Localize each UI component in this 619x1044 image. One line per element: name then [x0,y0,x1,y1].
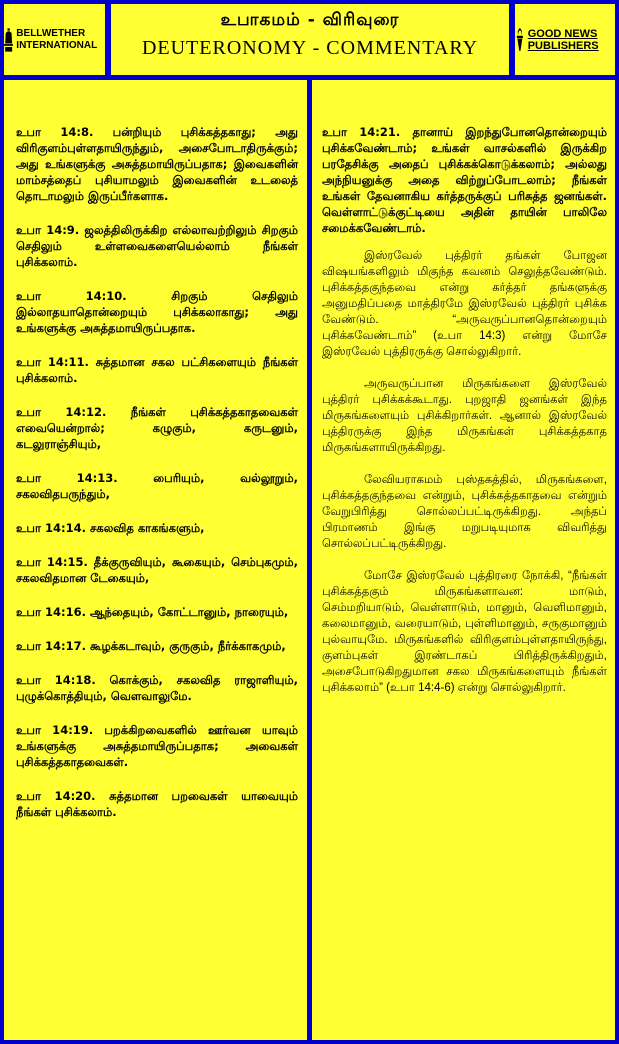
verse-paragraph: உபா 14:15. தீக்குருவியும், கூகையும், செம்புகமும், சகலவிதமான டேகையும், [16,555,298,585]
good-news-logo [515,4,615,75]
page-header [111,4,509,75]
verse-list [16,124,298,838]
page-title-english: DEUTERONOMY - COMMENTARY [141,37,479,59]
verse-paragraph: உபா 14:16. ஆந்தையும், கோட்டானும், நாரையும், [16,605,289,619]
bellwether-logo [4,4,105,75]
commentary-paragraph: மோசே இஸ்ரவேல் புத்திரரை நோக்கி, “நீங்கள் புசிக்கத்தகும் மிருகங்களாவன: மாடும், செம்மறியாடும், வெள்ளாடும், மானும், வெளிமானும், கலைமானும், வரையாடும், புள்ளிமானும், சருகுமானும் புல்வாயுமே. மிருகங்களில் விரிகுளம்புள்ளதாயிருந்து, குளம்புகள் இரண்டாகப் பிரித்திருக்கிறதும், அசைபோடுகிறதுமான சகல மிருகங்களையும் நீங்கள் புசிக்கலாம்” (உபா 14:4-6) என்று சொல்லுகிறார். [322,570,607,694]
bell-icon [4,20,13,60]
verse-paragraph: உபா 14:17. கூழக்கடாவும், குருகும், நீர்க்காகமும், [16,639,286,653]
commentary-paragraphs [322,248,607,696]
verse-list [322,124,607,236]
good-news-logo-text: GOOD NEWS PUBLISHERS [527,27,599,52]
verse-paragraph: உபா 14:8. பன்றியும் புசிக்கத்தகாது; அது விரிகுளம்புள்ளதாயிருந்தும், அசைபோடாதிருக்கும்; அது உங்களுக்கு அசுத்தமாயிருப்பதாக; இவைகளின் மாம்சத்தைப் புசியாமலும் இவைகளின் உடலைத் தொடாமலும் இருப்பீர்களாக. [16,125,298,203]
verse-paragraph: உபா 14:20. சுத்தமான பறவைகள் யாவையும் நீங்கள் புசிக்கலாம். [16,789,298,819]
verse-paragraph: உபா 14:13. பைரியும், வல்லூறும், சகலவிதபருந்தும், [16,471,298,501]
torch-icon [515,20,525,60]
commentary-paragraph: லேவியராகமம் புஸ்தகத்தில், மிருகங்களை, புசிக்கத்தகுந்தவை என்றும், புசிக்கத்தகாதவை என்றும் வேறுபிரித்து சொல்லப்பட்டிருக்கிறது. அந்தப் பிரமாணம் இங்கு மறுபடியுமாக விவரித்து சொல்லப்பட்டிருக்கிறது. [322,474,607,550]
verse-paragraph: உபா 14:18. கொக்கும், சகலவித ராஜாளியும், புழுக்கொத்தியும், வௌவாலுமே. [16,673,298,703]
right-column [312,80,615,1040]
commentary-paragraph: அருவருப்பான மிருகங்களை இஸ்ரவேல் புத்திரர் புசிக்கக்கூடாது. புறஜாதி ஜனங்கள் இந்த மிருகங்களையும் புசிக்கிறார்கள். ஆனால் இஸ்ரவேல் புத்திரருக்கு இந்த மிருகங்கள் புசிக்கத்தகாத மிருகங்களாயிருக்கிறது. [322,378,607,454]
left-column [4,80,307,1040]
bellwether-logo-text: BELLWETHER INTERNATIONAL [16,27,98,51]
page-title-tamil: உபாகமம் - விரிவுரை [220,10,400,30]
commentary-paragraph: இஸ்ரவேல் புத்திரர் தங்கள் போஜன விஷயங்களிலும் மிகுந்த கவனம் செலுத்தவேண்டும். புசிக்கத்தகுந்தவை என்று கர்த்தர் தங்களுக்கு அனுமதிப்பதை மாத்திரமே இஸ்ரவேல் புத்திரர் புசிக்க வேண்டும். “அருவருப்பானதொன்றையும் புசிக்கவேண்டாம்” (உபா 14:3) என்று மோசே இஸ்ரவேல் புத்திரருக்கு சொல்லுகிறார். [322,250,607,358]
verse-paragraph: உபா 14:11. சுத்தமான சகல பட்சிகளையும் நீங்கள் புசிக்கலாம். [16,355,298,385]
commentary-content [322,124,607,712]
verse-paragraph: உபா 14:21. தானாய் இறந்துபோனதொன்றையும் புசிக்கவேண்டாம்; உங்கள் வாசல்களில் இருக்கிற பரதேசிக்கு அதைப் புசிக்கக்கொடுக்கலாம்; அல்லது அந்நியனுக்கு அதை விற்றுப்போடலாம்; நீங்கள் உங்கள் தேவனாகிய கர்த்தருக்குப் பரிசுத்த ஜனங்கள். வெள்ளாட்டுக்குட்டியை அதின் தாயின் பாலிலே சமைக்கவேண்டாம். [322,125,607,235]
verse-paragraph: உபா 14:10. சிறகும் செதிலும் இல்லாதயாதொன்றையும் புசிக்கலாகாது; அது உங்களுக்கு அசுத்தமாயிருப்பதாக. [16,289,298,335]
verse-paragraph: உபா 14:19. பறக்கிறவைகளில் ஊர்வன யாவும் உங்களுக்கு அசுத்தமாயிருப்பதாக; அவைகள் புசிக்கத்தகாதவைகள். [16,723,298,769]
verse-paragraph: உபா 14:12. நீங்கள் புசிக்கத்தகாதவைகள் எவையென்றால்; கழுகும், கருடனும், கடலுராஞ்சியும், [16,405,298,451]
verse-paragraph: உபா 14:9. ஜலத்திலிருக்கிற எல்லாவற்றிலும் சிறகும் செதிலும் உள்ளவைகளையெல்லாம் நீங்கள் புசிக்கலாம். [16,223,298,269]
verse-paragraph: உபா 14:14. சகலவித காகங்களும், [16,521,205,535]
